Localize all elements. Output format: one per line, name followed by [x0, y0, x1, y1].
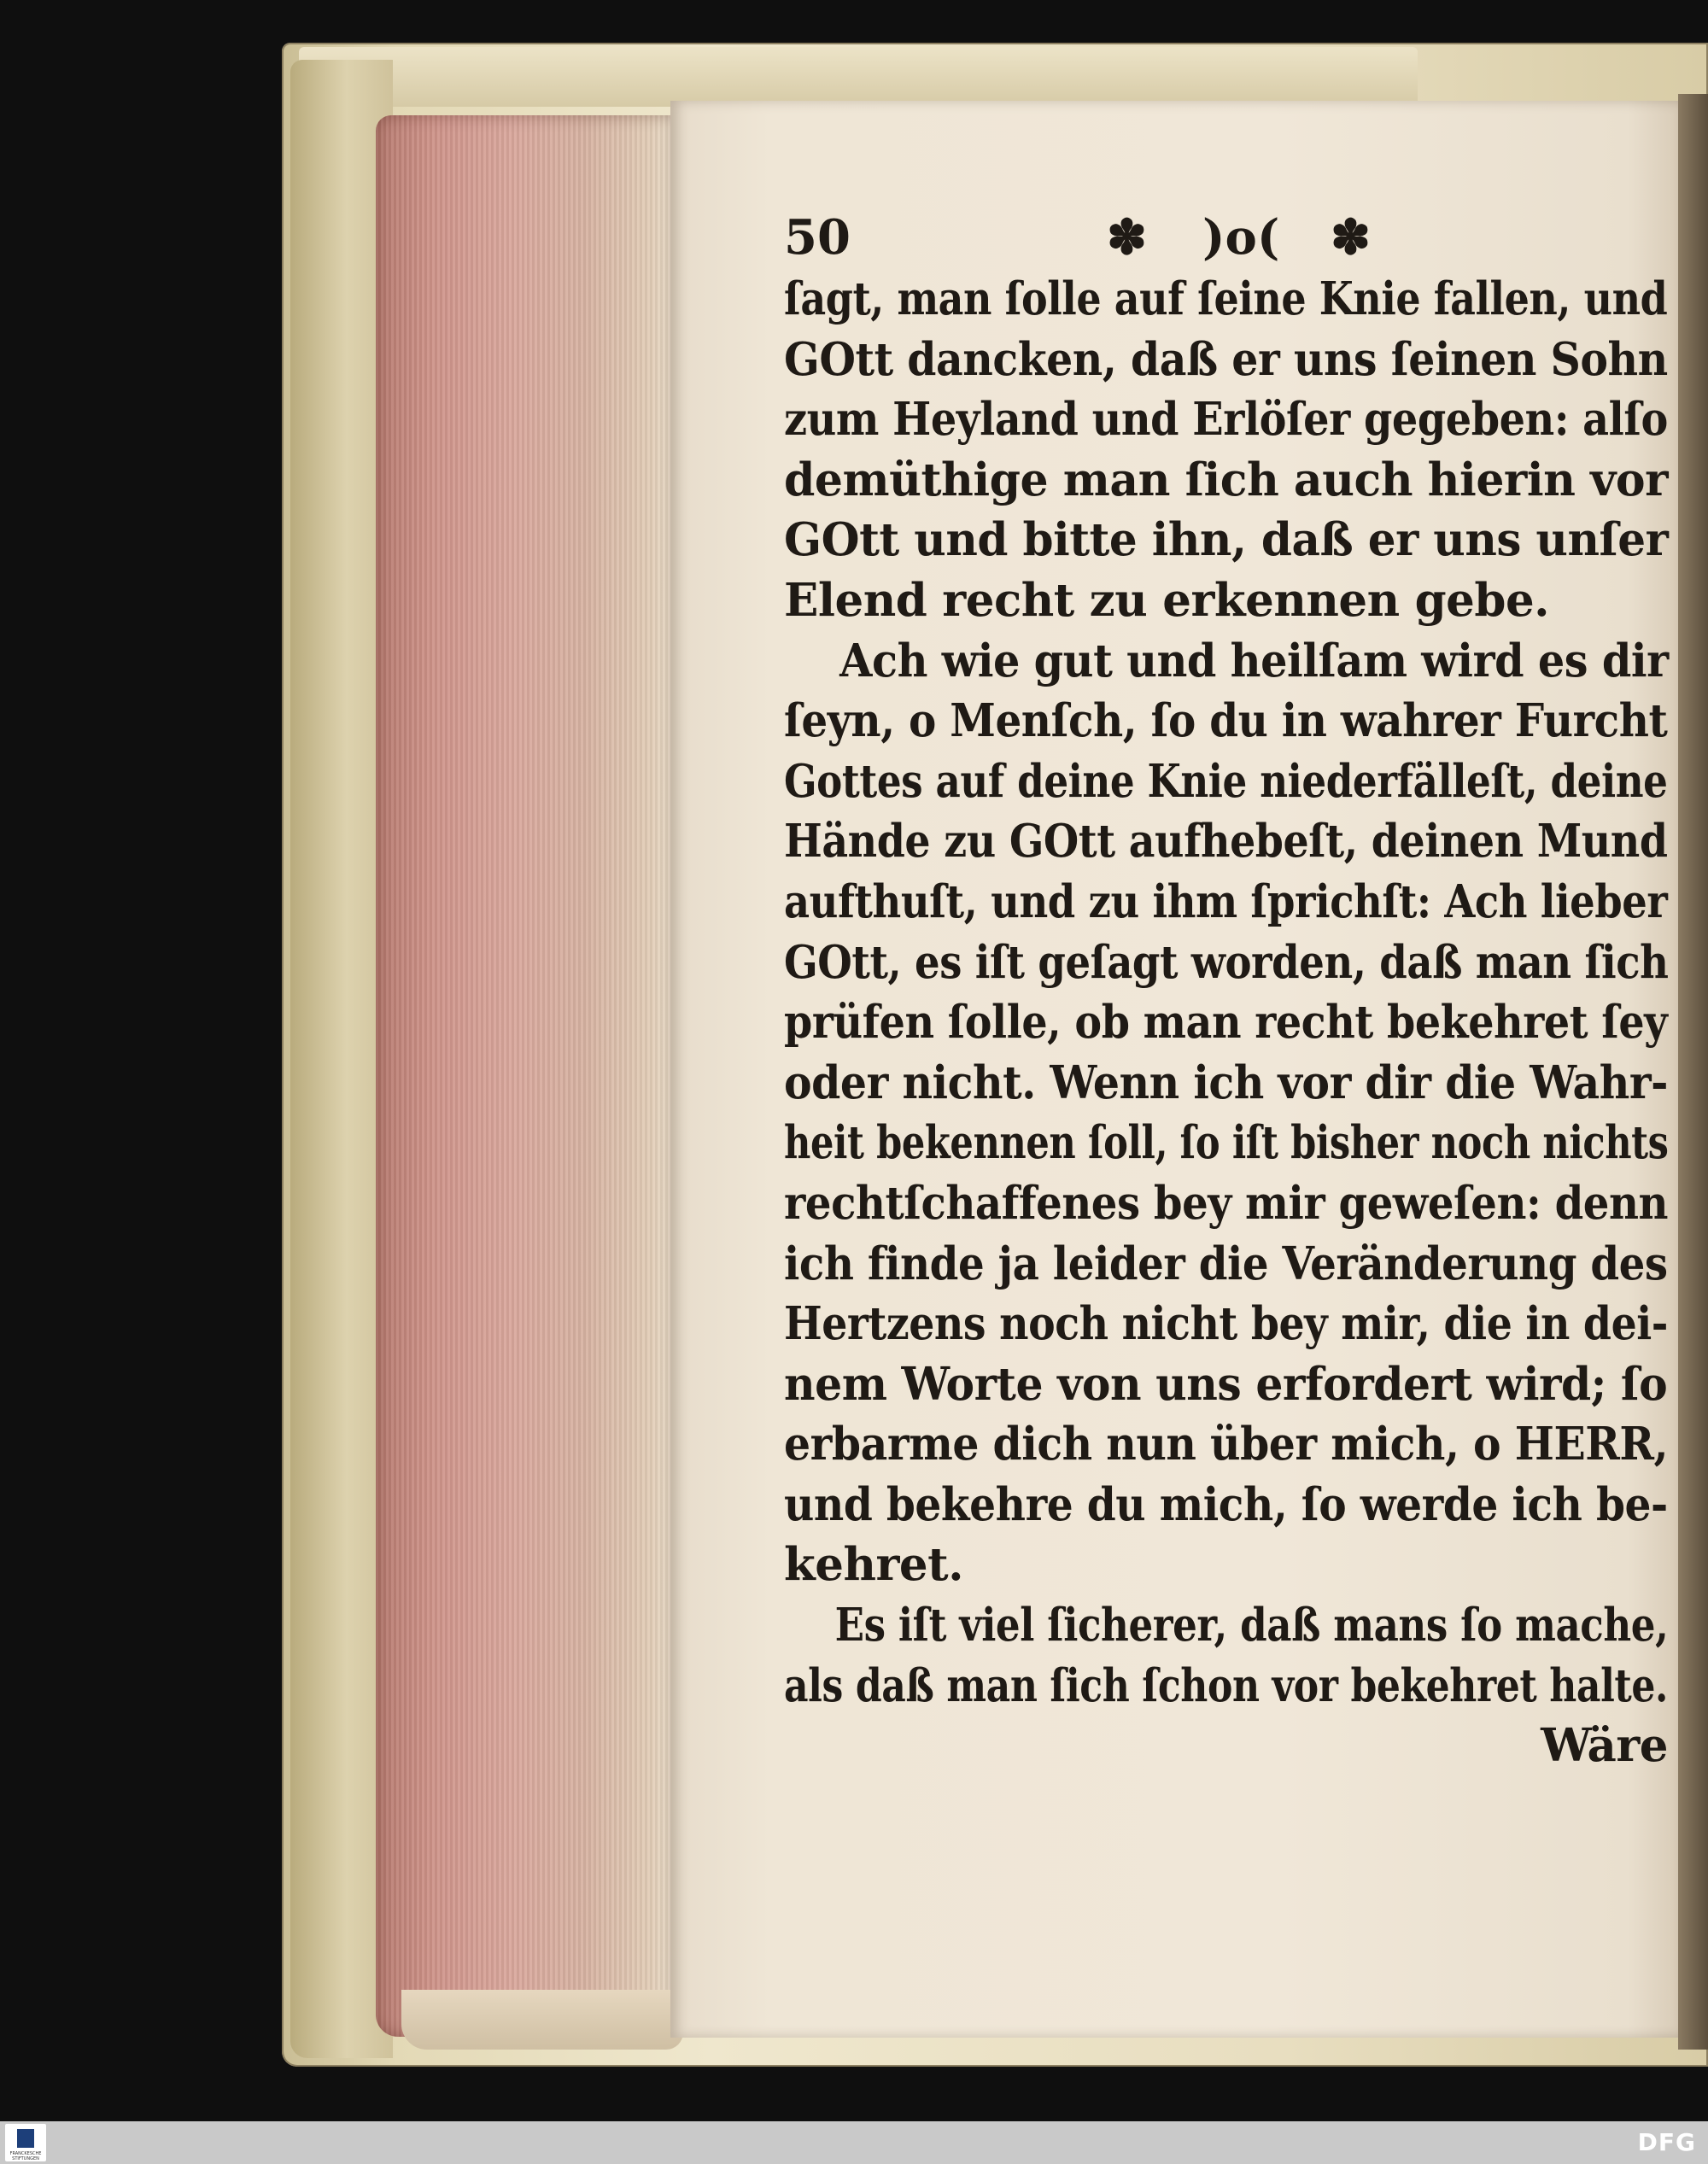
text-line: Es iſt viel ſicherer, daß mans ſo mache,	[834, 1599, 1669, 1652]
text-line: ſagt, man ſolle auf ſeine Knie fallen, und	[784, 272, 1668, 325]
dfg-logo[interactable]: DFG	[1637, 2128, 1696, 2156]
text-line: und bekehre du mich, ſo werde ich be-	[784, 1477, 1668, 1531]
text-line: Ach wie gut und heilſam wird es dir	[839, 634, 1669, 687]
page-header	[784, 209, 1668, 269]
page-number: 50	[784, 209, 851, 266]
text-line: oder nicht. Wenn ich vor dir die Wahr-	[784, 1056, 1669, 1109]
catchword: Wäre	[1541, 1719, 1668, 1773]
text-line: rechtſchaffenes bey mir geweſen: denn	[784, 1176, 1669, 1230]
text-body	[784, 269, 1668, 1776]
ornament-center-icon: )o(	[1202, 209, 1280, 266]
page-edges	[376, 115, 675, 2037]
text-line: Hände zu GOtt aufhebeſt, deinen Mund	[784, 815, 1668, 869]
text-line: ſeyn, o Menſch, ſo du in wahrer Furcht	[784, 694, 1668, 748]
institution-logo[interactable]	[5, 2124, 46, 2161]
text-line: nem Worte von uns erfordert wird; ſo	[784, 1357, 1668, 1411]
text-line: ich finde ja leider die Veränderung des	[784, 1237, 1668, 1290]
cover-top-flap	[299, 47, 1418, 107]
ornament-left-icon: ✽	[1107, 209, 1147, 266]
text-line: aufthuſt, und zu ihm ſprichſt: Ach lieber	[784, 874, 1668, 928]
text-line: GOtt, es iſt geſagt worden, daß man ſich	[784, 935, 1669, 989]
page-edges-bottom	[401, 1990, 683, 2050]
text-line: kehret.	[784, 1538, 964, 1592]
book-gutter	[1678, 94, 1708, 2050]
text-line: Gottes auf deine Knie niederfälleſt, deine	[784, 754, 1668, 808]
logo-caption: FRANCKESCHE STIFTUNGEN	[9, 2151, 42, 2161]
text-line: erbarme dich nun über mich, o HERR,	[784, 1418, 1669, 1471]
text-line: GOtt und bitte ihn, daß er uns unſer	[784, 513, 1669, 567]
building-icon	[17, 2129, 34, 2148]
text-line: heit bekennen ſoll, ſo iſt bisher noch nichts	[784, 1116, 1669, 1170]
ornament-right-icon: ✽	[1331, 209, 1371, 266]
viewer-footer-bar	[0, 2121, 1708, 2164]
text-line: Elend recht zu erkennen gebe.	[784, 573, 1550, 627]
text-line: prüfen ſolle, ob man recht bekehret ſey	[784, 996, 1668, 1050]
page-text	[784, 209, 1668, 1776]
text-line: GOtt dancken, daß er uns ſeinen Sohn	[784, 332, 1668, 386]
text-line: als daß man ſich ſchon vor bekehret halte.	[784, 1658, 1668, 1712]
text-line: Hertzens noch nicht bey mir, die in dei-	[784, 1297, 1668, 1351]
text-line: demüthige man ſich auch hierin vor	[784, 453, 1669, 506]
text-line: zum Heyland und Erlöſer gegeben: alſo	[784, 393, 1668, 447]
